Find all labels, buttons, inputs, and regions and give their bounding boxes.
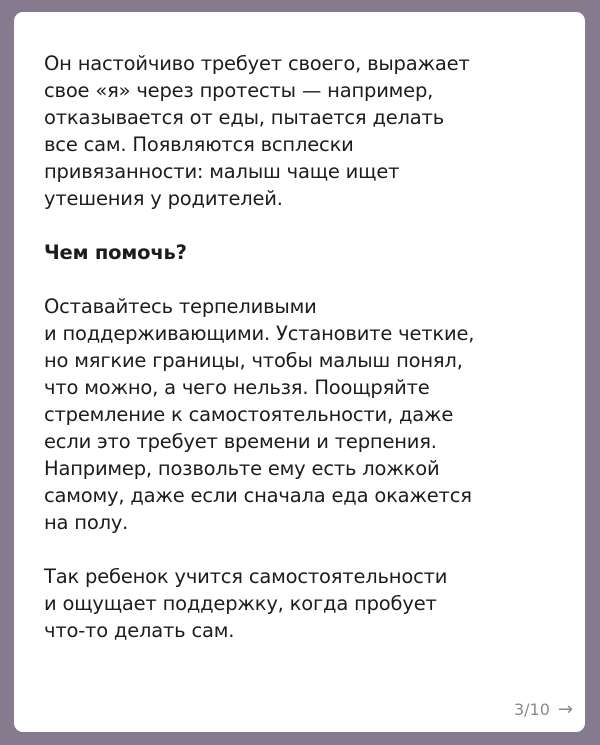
text-line: Он настойчиво требует своего, выражает [44,52,470,75]
text-line: и поддерживающими. Установите четкие, [44,322,475,345]
text-line: утешения у родителей. [44,187,283,210]
section-heading: Чем помочь? [44,241,187,264]
paragraph-1 [44,50,574,212]
pagination[interactable] [514,699,573,720]
text-line: привязанности: малыш чаще ищет [44,160,400,183]
text-line: свое «я» через протесты — например, [44,79,434,102]
text-line: все сам. Появляются всплески [44,133,354,156]
arrow-right-icon[interactable]: → [557,699,573,720]
text-line: самому, даже если сначала еда окажется [44,484,472,507]
text-line: Например, позвольте ему есть ложкой [44,457,440,480]
content-card [14,12,585,732]
card-text [44,50,574,644]
paragraph-2 [44,293,574,536]
text-line: что-то делать сам. [44,619,235,642]
text-line: Оставайтесь терпеливыми [44,295,317,318]
text-line: отказывается от еды, пытается делать [44,106,444,129]
text-line: на полу. [44,511,129,534]
text-line: и ощущает поддержку, когда пробует [44,592,437,615]
paragraph-3 [44,563,574,644]
page-indicator: 3/10 [513,700,550,719]
text-line: что можно, а чего нельзя. Поощряйте [44,376,430,399]
text-line: если это требует времени и терпения. [44,430,437,453]
text-line: Так ребенок учится самостоятельности [44,565,448,588]
text-line: но мягкие границы, чтобы малыш понял, [44,349,463,372]
text-line: стремление к самостоятельности, даже [44,403,454,426]
